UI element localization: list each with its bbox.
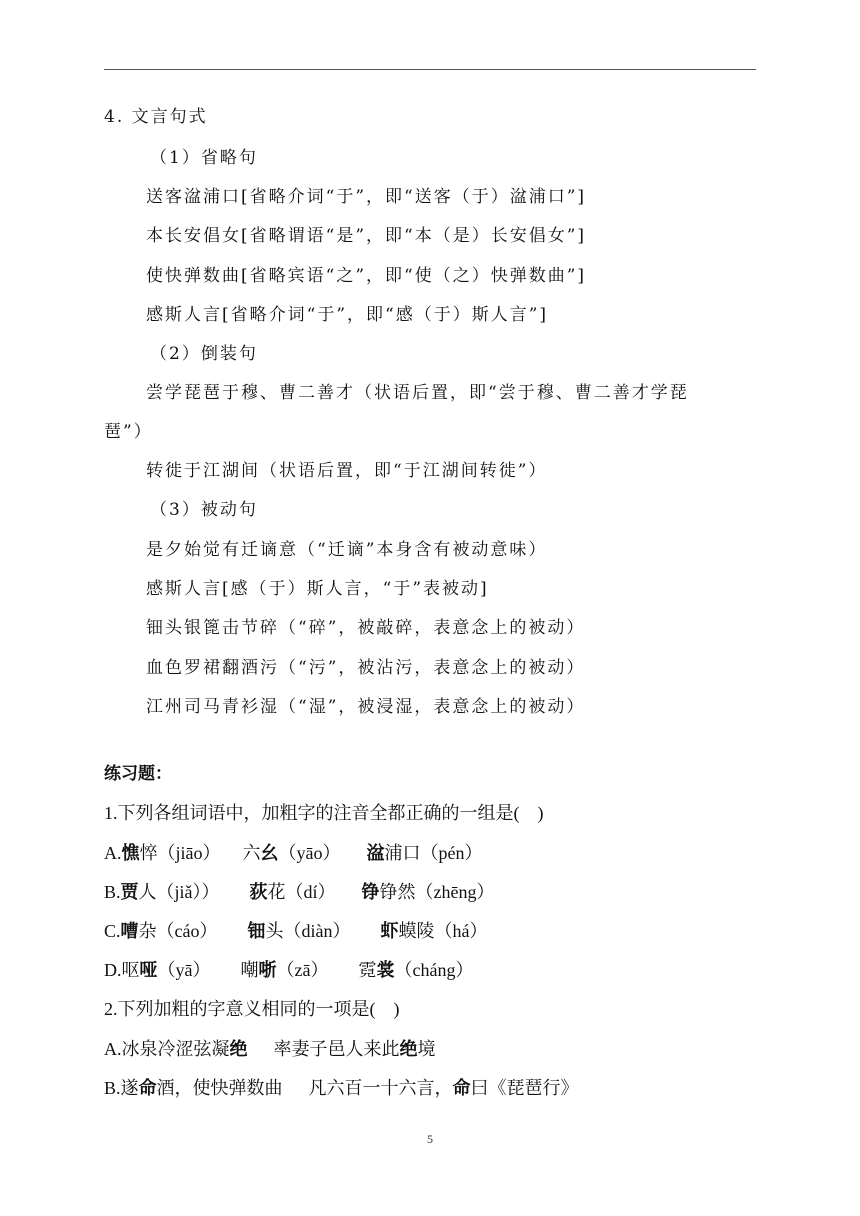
ellipsis-item: 送客湓浦口[省略介词“于”，即“送客（于）湓浦口”] — [146, 187, 587, 207]
ellipsis-item: 使快弹数曲[省略宾语“之”，即“使（之）快弹数曲”] — [146, 266, 587, 286]
question-2-option-b: B.遂命酒，使快弹数曲 凡六百一十六言，命曰《琵琶行》 — [104, 1078, 579, 1099]
subsection-passive: （3）被动句 — [150, 500, 258, 520]
subsection-ellipsis: （1）省略句 — [150, 148, 258, 168]
question-1-stem: 1.下列各组词语中，加粗字的注音全都正确的一组是( ) — [104, 803, 544, 823]
question-1-option-c: C.嘈杂（cáo） 钿头（diàn） 虾蟆陵（há） — [104, 921, 488, 942]
header-rule — [104, 69, 756, 70]
ellipsis-item: 感斯人言[省略介词“于”，即“感（于）斯人言”] — [146, 305, 549, 325]
question-2-option-a: A.冰泉冷涩弦凝绝 率妻子邑人来此绝境 — [104, 1039, 436, 1060]
section-title: 4. 文言句式 — [104, 107, 208, 127]
subsection-inversion: （2）倒装句 — [150, 344, 258, 364]
ellipsis-item: 本长安倡女[省略谓语“是”，即“本（是）长安倡女”] — [146, 226, 587, 246]
exercises-heading: 练习题： — [104, 764, 172, 784]
passive-item: 钿头银篦击节碎（“碎”，被敲碎，表意念上的被动） — [146, 618, 586, 638]
passive-item: 感斯人言[感（于）斯人言，“于”表被动] — [146, 579, 489, 599]
inversion-item-continued: 琶”） — [104, 422, 153, 442]
passive-item: 是夕始觉有迁谪意（“迁谪”本身含有被动意味） — [146, 540, 548, 560]
page-number: 5 — [427, 1132, 433, 1146]
passive-item: 江州司马青衫湿（“湿”，被浸湿，表意念上的被动） — [146, 697, 586, 717]
question-2-stem: 2.下列加粗的字意义相同的一项是( ) — [104, 999, 400, 1019]
passive-item: 血色罗裙翻酒污（“污”，被沾污，表意念上的被动） — [146, 658, 586, 678]
question-1-option-d: D.呕哑（yā） 嘲哳（zā） 霓裳（cháng） — [104, 960, 474, 981]
inversion-item: 转徙于江湖间（状语后置，即“于江湖间转徙”） — [146, 461, 548, 481]
inversion-item: 尝学琵琶于穆、曹二善才（状语后置，即“尝于穆、曹二善才学琵 — [146, 383, 689, 403]
question-1-option-a: A.憔悴（jiāo） 六幺（yāo） 湓浦口（pén） — [104, 843, 483, 864]
question-1-option-b: B.贾人（jiǎ）） 荻花（dí） 铮铮然（zhēng） — [104, 882, 495, 903]
